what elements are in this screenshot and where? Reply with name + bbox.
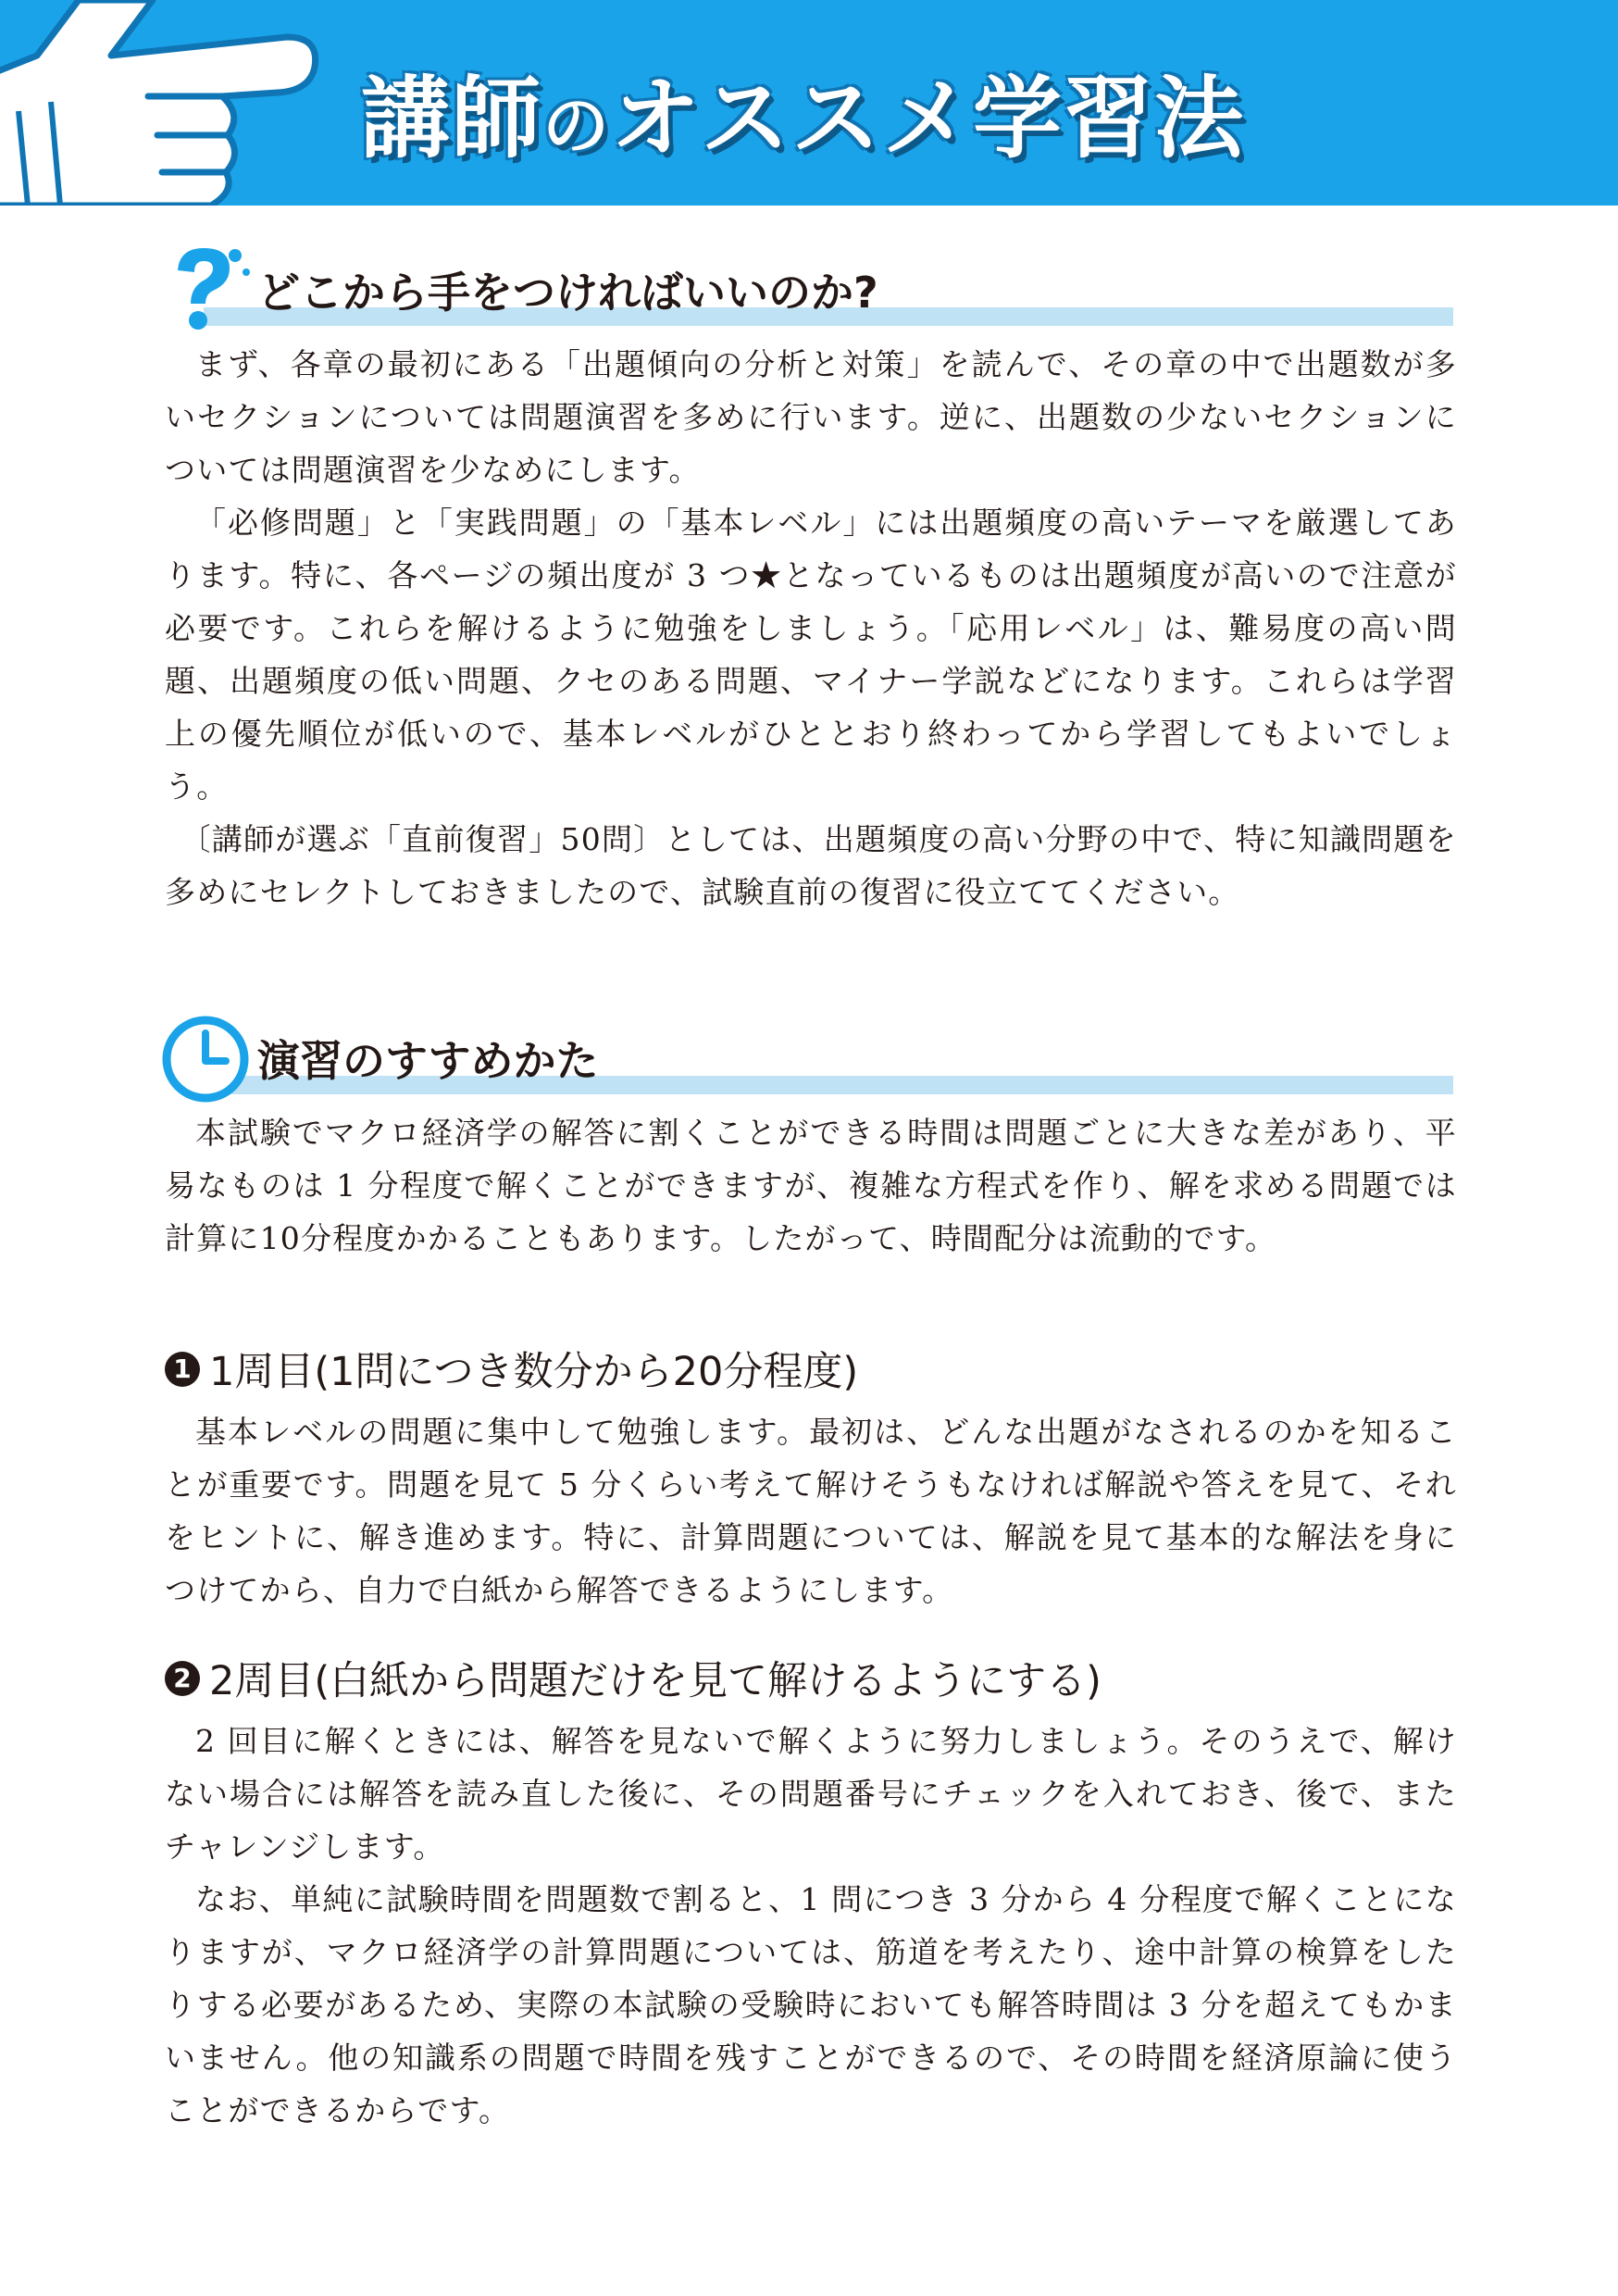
section-title: 演習のすすめかた: [257, 1036, 599, 1086]
clock-icon: [157, 1011, 259, 1104]
section-heading-practice: [157, 1011, 1453, 1094]
pointing-hand-icon: [0, 0, 333, 206]
section-heading-where-to-start: [157, 243, 1453, 326]
section1-body: [165, 338, 1457, 918]
paragraph: 本試験でマクロ経済学の解答に割くことができる時間は問題ごとに大きな差があり、平易なものは 1 分程度で解くことができますが、複雑な方程式を作り、解を求める問題では計算に10分程度かかることもあります。したがって、時間配分は流動的です。: [165, 1115, 1457, 1256]
paragraph: まず、各章の最初にある「出題傾向の分析と対策」を読んで、その章の中で出題数が多いセクションについては問題演習を多めに行います。逆に、出題数の少ないセクションについては問題演習を少なめにします。: [165, 346, 1457, 488]
number-badge-icon: 2: [165, 1661, 200, 1696]
paragraph: なお、単純に試験時間を問題数で割ると、1 問につき 3 分から 4 分程度で解くことになりますが、マクロ経済学の計算問題については、筋道を考えたり、途中計算の検算をしたりする必要があるため、実際の本試験の受験時においても解答時間は 3 分を超えてもかまいません。他の知識系の問題で時間を残すことができるので、その時間を経済原論に使うことができるからです。: [165, 1881, 1457, 2128]
step1-heading: [165, 1341, 1461, 1397]
step2-heading: [165, 1650, 1461, 1706]
step-title: 2周目(白紙から問題だけを見て解けるようにする): [209, 1658, 1101, 1704]
paragraph: 〔講師が選ぶ「直前復習」50問〕としては、出題頻度の高い分野の中で、特に知識問題を多めにセレクトしておきましたので、試験直前の復習に役立ててください。: [165, 821, 1457, 910]
section2-intro: [165, 1106, 1457, 1265]
paragraph: 基本レベルの問題に集中して勉強します。最初は、どんな出題がなされるのかを知ることが重要です。問題を見て 5 分くらい考えて解けそうもなければ解説や答えを見て、それをヒントに、解き進めます。特に、計算問題については、解説を見て基本的な解法を身につけてから、自力で白紙から解答できるようにします。: [165, 1414, 1457, 1608]
step2-body: [165, 1715, 1457, 2137]
step-title: 1周目(1問につき数分から20分程度): [209, 1349, 859, 1395]
header-banner: [0, 0, 1618, 206]
paragraph: 2 回目に解くときには、解答を見ないで解くように努力しましょう。そのうえで、解けない場合には解答を読み直した後に、その問題番号にチェックを入れておき、後で、またチャレンジします。: [165, 1723, 1457, 1865]
section-title: どこから手をつければいいのか?: [257, 268, 878, 318]
step1-body: [165, 1405, 1457, 1616]
page-title: 講師のオススメ学習法: [361, 67, 1246, 170]
number-badge-icon: 1: [165, 1352, 200, 1387]
paragraph: 「必修問題」と「実践問題」の「基本レベル」には出題頻度の高いテーマを厳選してあります。特に、各ページの頻出度が 3 つ★となっているものは出題頻度が高いので注意が必要です。これらを解けるように勉強をしましょう。「応用レベル」は、難易度の高い問題、出題頻度の低い問題、クセのある問題、マイナー学説などになります。これらは学習上の優先順位が低いので、基本レベルがひととおり終わってから学習してもよいでしょう。: [165, 505, 1457, 805]
question-mark-icon: [157, 243, 259, 335]
